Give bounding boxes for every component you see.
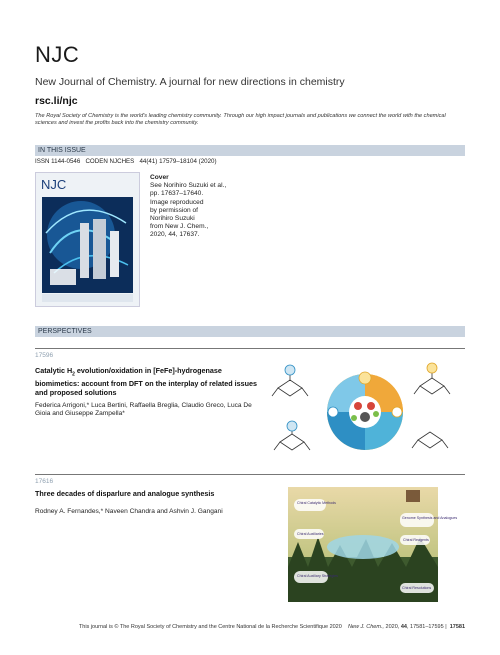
cover-caption-line: from New J. Chem., — [150, 223, 209, 231]
article-title[interactable]: Three decades of disparlure and analogue synthesis — [35, 489, 215, 498]
journal-link[interactable]: rsc.li/njc — [35, 95, 78, 107]
page-footer: This journal is © The Royal Society of Chemistry and the Centre National de la Recherche Scientifique 2020 New J. Chem., 2020, 44, 17581–17595 | 17581 — [78, 624, 465, 630]
article-title[interactable]: Catalytic $H_2$ evolution/oxidation in [FeFe]-hydrogenase biomimetics: account from DFT on the interplay of related issues and proposed solutions — [35, 366, 258, 398]
article-page-number: 17596 — [35, 352, 54, 359]
graphic-label: Chiral Auxiliary Strategies — [297, 574, 338, 578]
issn: ISSN 1144-0546 — [35, 158, 81, 165]
disparlure-graphic — [288, 487, 458, 602]
cover-caption-line: See Norihiro Suzuki et al., — [150, 182, 227, 190]
cover-caption-line: 2020, 44, 17637. — [150, 231, 200, 239]
volume-info: 44(41) 17579–18104 (2020) — [139, 158, 217, 165]
perspectives-band: PERSPECTIVES — [35, 326, 465, 337]
graphic-label: Chiral Resolutions — [402, 586, 432, 590]
cover-caption-line: Norihiro Suzuki — [150, 215, 195, 223]
cover-illustration — [36, 173, 139, 306]
coden: CODEN NJCHES — [85, 158, 135, 165]
cover-caption-line: by permission of — [150, 206, 199, 214]
cover-caption-line: pp. 17637–17640. — [150, 190, 204, 198]
journal-tagline: New Journal of Chemistry. A journal for new directions in chemistry — [35, 76, 345, 88]
hydrogenase-graphic — [270, 356, 465, 468]
graphic-label: Chiral Reagents — [403, 538, 429, 542]
article-page-number: 17616 — [35, 478, 54, 485]
rsc-description: The Royal Society of Chemistry is the world's leading chemistry community. Through our high impact journals and publications we connect the world with the chemical sciences and invest the profits back into the chemistry community. — [35, 113, 446, 126]
graphic-label: Genome Synthesis and Analogues — [402, 516, 458, 520]
issn-line — [35, 158, 217, 165]
cover-caption-title: Cover — [150, 174, 169, 181]
page-number: 17581 — [449, 624, 465, 630]
article-authors: Rodney A. Fernandes,* Naveen Chandra and Ashvin J. Gangani — [35, 508, 223, 515]
article-authors: Federica Arrigoni,* Luca Bertini, Raffaella Breglia, Claudio Greco, Luca De Gioia and Giuseppe Zampella* — [35, 402, 252, 418]
cover-image — [35, 172, 140, 307]
graphic-label: Chiral Auxiliaries — [297, 532, 324, 536]
article-divider — [35, 474, 465, 475]
cover-caption — [150, 174, 270, 240]
cover-caption-line: Image reproduced — [150, 198, 204, 206]
journal-logo: NJC — [35, 42, 80, 67]
cover-logo: NJC — [41, 177, 67, 192]
graphic-label: Chiral Catalytic Methods — [297, 501, 336, 505]
article-divider — [35, 348, 465, 349]
in-this-issue-band: IN THIS ISSUE — [35, 145, 465, 156]
